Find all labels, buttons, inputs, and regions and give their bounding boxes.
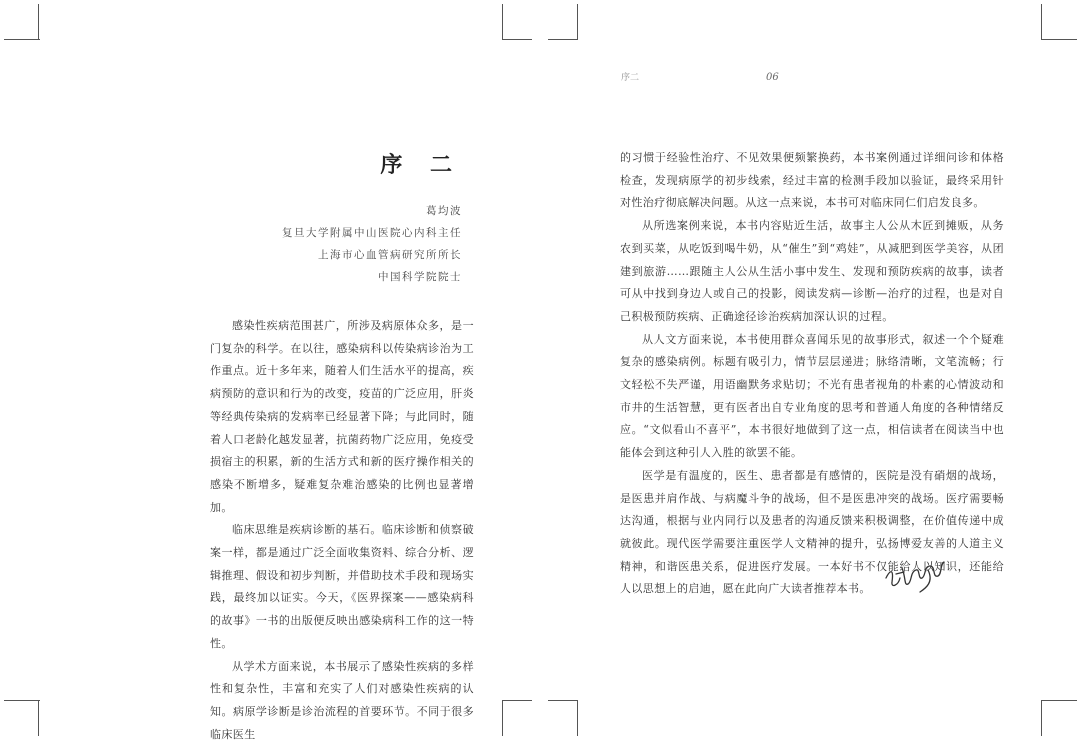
author-affiliation: 上海市心血管病研究所所长 bbox=[318, 249, 462, 261]
paragraph: 从所选案例来说，本书内容贴近生活，故事主人公从木匠到摊贩，从务农到买菜，从吃饭到喝牛奶，从“催生”到“鸡娃”，从减肥到医学美容，从团建到旅游……跟随主人公从生活小事中发生、发现和预防疾病的故事，读者可从中找到身边人或自己的投影，阅读发病—诊断—治疗的过程，也是对自己积极预防疾病、正确途径诊治疾病加深认识的过程。 bbox=[620, 219, 1004, 323]
paragraph: 临床思维是疾病诊断的基石。临床诊断和侦察破案一样，都是通过广泛全面收集资料、综合分析、逻辑推理、假设和初步判断，并借助技术手段和现场实践，最终加以证实。今天，《医界探案——感染病科的故事》一书的出版便反映出感染病科工作的这一特性。 bbox=[210, 523, 474, 650]
paragraph: 从学术方面来说，本书展示了感染性疾病的多样性和复杂性，丰富和充实了人们对感染性疾病的认知。病原学诊断是诊治流程的首要环节。不同于很多临床医生 bbox=[210, 659, 474, 741]
left-page bbox=[0, 0, 540, 741]
author-name: 葛均波 bbox=[426, 205, 462, 217]
preface-title: 序 二 bbox=[380, 152, 462, 178]
author-affiliation: 复旦大学附属中山医院心内科主任 bbox=[282, 227, 462, 239]
paragraph: 从人文方面来说，本书使用群众喜闻乐见的故事形式，叙述一个个疑难复杂的感染病例。标题有吸引力，情节层层递进；脉络清晰，文笔流畅；行文轻松不失严谨，用语幽默务求贴切；不光有患者视角的朴素的心情波动和市井的生活智慧，更有医者出自专业角度的思考和普通人角度的各种情绪反应。“文似看山不喜平”，本书很好地做到了这一点，相信读者在阅读当中也能体会到这种引人入胜的欲罢不能。 bbox=[620, 332, 1004, 460]
paragraph: 医学是有温度的，医生、患者都是有感情的，医院是没有硝烟的战场，是医患并肩作战、与病魔斗争的战场，但不是医患冲突的战场。医疗需要畅达沟通，根据与业内同行以及患者的沟通反馈来积极调整，在价值传递中成就彼此。现代医学需要注重医学人文精神的提升，弘扬博爱友善的人道主义精神，和谐医患关系，促进医疗发展。一本好书不仅能给人以知识，还能给人以思想上的启迪，愿在此向广大读者推荐本书。 bbox=[620, 468, 1004, 596]
paragraph-continuation: 的习惯于经验性治疗、不见效果便频繁换药，本书案例通过详细问诊和体格检查，发现病原学的初步线索，经过丰富的检测手段加以验证，最终采用针对性治疗彻底解决问题。从这一点来说，本书可对临床同仁们启发良多。 bbox=[620, 151, 1004, 210]
page-number: 06 bbox=[766, 72, 779, 83]
author-signature bbox=[880, 548, 950, 596]
right-body-text bbox=[620, 147, 1004, 601]
paragraph: 感染性疾病范围甚广，所涉及病原体众多，是一门复杂的科学。在以往，感染病科以传染病诊治为工作重点。近十多年来，随着人们生活水平的提高，疾病预防的意识和行为的改变，疫苗的广泛应用，肝炎等经典传染病的发病率已经显著下降；与此同时，随着人口老龄化越发显著，抗菌药物广泛应用，免疫受损宿主的积累，新的生活方式和新的医疗操作相关的感染不断增多，疑难复杂难治感染的比例也显著增加。 bbox=[210, 319, 474, 514]
running-head: 序二 bbox=[621, 73, 640, 83]
right-page bbox=[540, 0, 1080, 738]
author-byline bbox=[282, 200, 462, 288]
left-body-text bbox=[210, 315, 474, 746]
author-affiliation: 中国科学院院士 bbox=[378, 271, 462, 283]
